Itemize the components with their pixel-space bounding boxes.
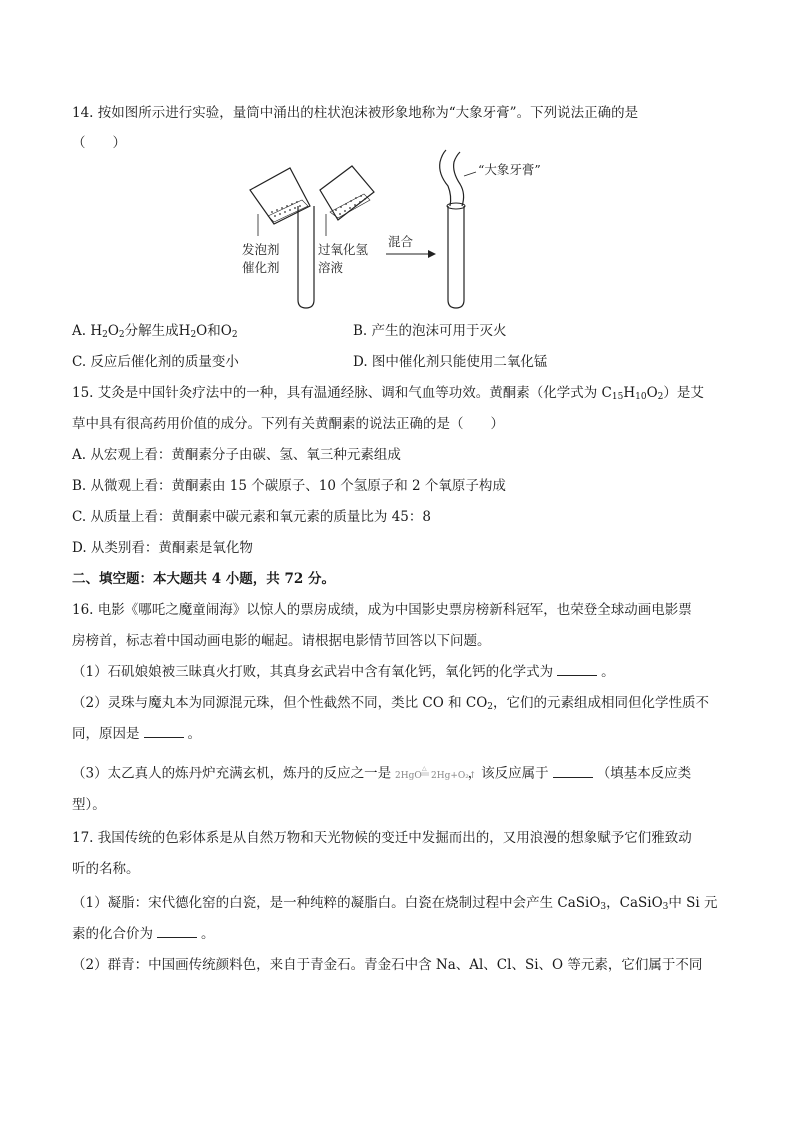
- q17-part2: （2）群青：中国画传统颜料色，来自于青金石。青金石中含 Na、Al、Cl、Si、O 等元素，它们属于不同: [72, 957, 703, 973]
- q15-option-b: B. 从微观上看：黄酮素由 15 个碳原子、10 个氢原子和 2 个氧原子构成: [72, 478, 506, 494]
- q16-part3-line2: 型）。: [72, 797, 106, 813]
- q16-part2-line2: 同，原因是 。: [72, 726, 201, 742]
- answer-blank[interactable]: [157, 924, 197, 938]
- label-left-2: 催化剂: [242, 260, 280, 275]
- label-right-2: 溶液: [318, 260, 344, 275]
- foam-cylinder-icon: [440, 150, 465, 308]
- q15-line2: 草中具有很高药用价值的成分。下列有关黄酮素的说法正确的是（ ）: [72, 416, 504, 432]
- q16-line1: 16. 电影《哪吒之魔童闹海》以惊人的票房成绩，成为中国影史票房榜新科冠军，也荣登全球动画电影票: [72, 602, 692, 618]
- q16-line2: 房榜首，标志着中国动画电影的崛起。请根据电影情节回答以下问题。: [72, 633, 491, 649]
- reaction-equation-image: [395, 763, 477, 785]
- label-left-1: 发泡剂: [242, 242, 280, 257]
- q15-line1: 15. 艾灸是中国针灸疗法中的一种，具有温通经脉、调和气血等功效。黄酮素（化学式为 $C_{15}H_{10}O_2$）是艾: [72, 385, 704, 402]
- section-heading: 二、填空题：本大题共 4 小题，共 72 分。: [72, 571, 335, 587]
- q14-stem: 14. 按如图所示进行实验，量筒中涌出的柱状泡沫被形象地称为“大象牙膏”。下列说法正确的是: [72, 105, 639, 121]
- q14-option-c: C. 反应后催化剂的质量变小: [72, 354, 239, 370]
- q15-option-d: D. 从类别看：黄酮素是氧化物: [72, 540, 253, 556]
- right-beaker-icon: [320, 166, 374, 220]
- q16-part2: （2）灵珠与魔丸本为同源混元珠，但个性截然不同，类比 CO 和 $CO_2$，它们的元素组成相同但化学性质不: [72, 695, 709, 712]
- q15-option-a: A. 从宏观上看：黄酮素分子由碳、氢、氧三种元素组成: [72, 447, 401, 463]
- q14-option-b: B. 产生的泡沫可用于灭火: [353, 323, 507, 339]
- cylinder-icon: [298, 206, 314, 308]
- q17-line2: 听的名称。: [72, 861, 140, 877]
- q16-part1: （1）石矶娘娘被三昧真火打败，其真身玄武岩中含有氧化钙，氧化钙的化学式为 。: [72, 664, 615, 680]
- q15-option-c: C. 从质量上看：黄酮素中碳元素和氧元素的质量比为 45：8: [72, 509, 431, 525]
- label-mix: 混合: [388, 234, 414, 249]
- label-foam: “大象牙膏”: [478, 162, 541, 177]
- answer-blank[interactable]: [557, 662, 597, 676]
- q16-part3: （3）太乙真人的炼丹炉充满玄机，炼丹的反应之一是 2HgO △ 2Hg+O₂↑ ，该反应属于 （填基本反应类: [72, 763, 691, 785]
- q14-paren: （ ）: [72, 135, 126, 151]
- q17-part1: （1）凝脂：宋代德化窑的白瓷，是一种纯粹的凝脂白。白瓷在烧制过程中会产生 CaSiO$_3$，CaSiO$_3$中 Si 元: [72, 895, 718, 912]
- arrow-right-icon: [386, 250, 436, 258]
- label-right-1: 过氧化氢: [318, 242, 369, 257]
- experiment-diagram: [240, 150, 580, 320]
- answer-blank[interactable]: [144, 724, 184, 738]
- q14-option-d: D. 图中催化剂只能使用二氧化锰: [353, 354, 548, 370]
- q14-figure: [240, 150, 580, 320]
- q17-part1-line2: 素的化合价为 。: [72, 926, 215, 942]
- q14-option-a: A. $H_2O_2$分解生成$H_2O$和$O_2$: [72, 323, 238, 340]
- q17-line1: 17. 我国传统的色彩体系是从自然万物和天光物候的变迁中发掘而出的，又用浪漫的想象赋予它们雅致动: [72, 830, 692, 846]
- svg-text:2Hg+O₂↑: 2Hg+O₂↑: [431, 771, 477, 781]
- svg-text:△: △: [422, 765, 428, 772]
- left-beaker-icon: [250, 168, 310, 224]
- answer-blank[interactable]: [553, 764, 593, 778]
- svg-text:2HgO: 2HgO: [395, 771, 423, 781]
